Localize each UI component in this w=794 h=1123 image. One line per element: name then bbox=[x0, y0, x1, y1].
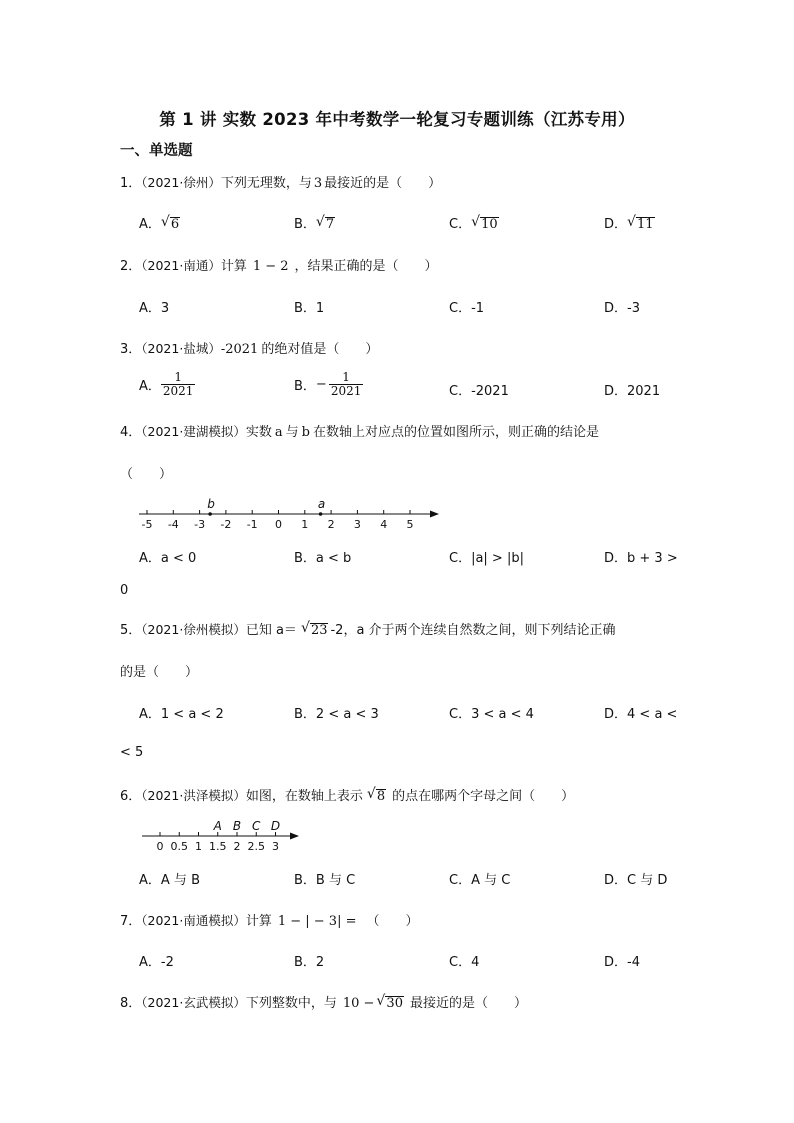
question-text: 与 bbox=[285, 425, 299, 440]
point-label-A: A bbox=[213, 819, 222, 833]
option-letter: B． bbox=[294, 301, 316, 316]
option-letter: C． bbox=[449, 955, 472, 970]
option-d[interactable] bbox=[604, 297, 640, 316]
option-letter: A． bbox=[139, 217, 161, 232]
option-letter: B． bbox=[294, 707, 316, 722]
tick-label: -3 bbox=[194, 518, 206, 531]
option-letter: D． bbox=[604, 707, 628, 722]
option-value: B 与 C bbox=[315, 873, 356, 888]
tick-label: 2 bbox=[327, 518, 335, 531]
option-value: a < 0 bbox=[160, 551, 197, 566]
option-value: A 与 B bbox=[160, 873, 200, 888]
option-letter: A． bbox=[139, 955, 161, 970]
question-source: （2021·洪泽模拟） bbox=[141, 788, 246, 803]
option-letter: A． bbox=[139, 551, 161, 566]
tick-label: 2.5 bbox=[247, 840, 265, 853]
question-4-stem bbox=[120, 421, 599, 440]
radical-sign-icon: √ bbox=[366, 786, 376, 802]
question-6-stem bbox=[120, 785, 574, 805]
option-d-wrap: 0 bbox=[120, 583, 129, 598]
point-label-D: D bbox=[270, 819, 281, 833]
fraction-denominator: 2021 bbox=[162, 384, 194, 399]
fraction bbox=[329, 371, 364, 398]
option-a[interactable] bbox=[139, 213, 180, 233]
section-heading: 一、单选题 bbox=[120, 143, 193, 159]
point-label-a: a bbox=[317, 497, 326, 511]
math-expression: 1 − | − 3| = bbox=[277, 914, 357, 929]
option-letter: D． bbox=[604, 384, 628, 399]
question-number: 3． bbox=[120, 342, 142, 357]
question-5-stem bbox=[120, 619, 616, 639]
option-b[interactable] bbox=[294, 547, 351, 566]
sqrt-expression bbox=[471, 214, 499, 233]
question-4-continuation: （ ） bbox=[120, 467, 173, 482]
option-d[interactable] bbox=[604, 869, 667, 888]
question-text: ，结果正确的是（ ） bbox=[294, 259, 438, 274]
option-value: C 与 D bbox=[627, 873, 668, 888]
option-value: 2021 bbox=[627, 384, 661, 399]
option-letter: A． bbox=[139, 301, 161, 316]
number-line-q6 bbox=[138, 814, 318, 856]
option-letter: D． bbox=[604, 873, 628, 888]
question-number: 1． bbox=[120, 176, 142, 191]
radicand: 7 bbox=[325, 217, 335, 232]
option-value: 2 < a < 3 bbox=[315, 707, 379, 722]
question-text: 计算 bbox=[220, 259, 247, 274]
option-d[interactable] bbox=[604, 213, 655, 233]
question-number: 7． bbox=[120, 914, 142, 929]
option-letter: D． bbox=[604, 301, 628, 316]
option-value: 1 bbox=[315, 301, 325, 316]
question-text: 最接近的是（ ） bbox=[409, 996, 527, 1011]
question-7-stem bbox=[120, 910, 419, 929]
sqrt-expression bbox=[366, 786, 386, 805]
math-expression: -2021 bbox=[220, 342, 259, 357]
radical-sign-icon: √ bbox=[627, 214, 636, 230]
question-text: 已知 a＝ bbox=[245, 623, 297, 638]
option-d[interactable] bbox=[604, 380, 660, 399]
question-2-stem bbox=[120, 255, 438, 274]
option-d[interactable] bbox=[604, 703, 677, 722]
axis-arrow-icon bbox=[290, 833, 299, 840]
option-a[interactable] bbox=[139, 869, 200, 888]
option-value: 2 bbox=[315, 955, 325, 970]
tick-label: 4 bbox=[380, 518, 388, 531]
sqrt-expression bbox=[376, 993, 404, 1012]
tick-label: 1.5 bbox=[209, 840, 227, 853]
option-value: -2021 bbox=[471, 384, 509, 399]
option-letter: C． bbox=[449, 873, 472, 888]
option-d[interactable] bbox=[604, 547, 678, 566]
minus-sign: − bbox=[315, 377, 327, 393]
option-value: A 与 C bbox=[471, 873, 511, 888]
question-text: -2，a 介于两个连续自然数之间，则下列结论正确 bbox=[330, 623, 616, 638]
option-c[interactable] bbox=[449, 951, 479, 970]
math-expression: 3 bbox=[313, 176, 323, 191]
point-label-b: b bbox=[207, 497, 215, 511]
page-title: 第 1 讲 实数 2023 年中考数学一轮复习专题训练（江苏专用） bbox=[159, 110, 635, 129]
option-c[interactable] bbox=[449, 703, 534, 722]
point-b bbox=[208, 512, 212, 516]
option-b[interactable] bbox=[294, 951, 324, 970]
radicand: 23 bbox=[310, 623, 328, 638]
option-b[interactable] bbox=[294, 869, 355, 888]
option-letter: C． bbox=[449, 301, 472, 316]
number-line-q4 bbox=[135, 492, 455, 532]
tick-label: 5 bbox=[406, 518, 414, 531]
option-value: 3 < a < 4 bbox=[471, 707, 534, 722]
question-text: 计算 bbox=[245, 914, 272, 929]
option-value: -1 bbox=[471, 301, 485, 316]
option-b[interactable] bbox=[294, 213, 335, 233]
option-a[interactable] bbox=[139, 951, 174, 970]
sqrt-expression bbox=[160, 214, 180, 233]
option-letter: C． bbox=[449, 384, 472, 399]
fraction-numerator: 1 bbox=[329, 371, 364, 385]
option-letter: B． bbox=[294, 217, 316, 232]
option-b[interactable] bbox=[294, 297, 324, 316]
question-text: （ ） bbox=[366, 914, 419, 929]
question-number: 2． bbox=[120, 259, 142, 274]
question-1-stem bbox=[120, 172, 441, 191]
question-text: 最接近的是（ ） bbox=[324, 176, 442, 191]
option-value: b + 3 > bbox=[627, 551, 678, 566]
option-letter: C． bbox=[449, 551, 472, 566]
question-text: 的点在哪两个字母之间（ ） bbox=[392, 789, 575, 804]
option-a[interactable] bbox=[139, 547, 196, 566]
option-value: -4 bbox=[627, 955, 640, 970]
question-text: 下列整数中，与 bbox=[245, 996, 337, 1011]
question-text: 的绝对值是（ ） bbox=[261, 342, 379, 357]
option-d-wrap: < 5 bbox=[120, 745, 144, 760]
option-value: 4 bbox=[471, 955, 480, 970]
fraction-denominator: 2021 bbox=[330, 384, 362, 399]
question-source: （2021·南通） bbox=[141, 258, 221, 273]
option-a[interactable] bbox=[139, 371, 195, 398]
radicand: 11 bbox=[637, 217, 654, 232]
question-text: 在数轴上对应点的位置如图所示，则正确的结论是 bbox=[312, 425, 599, 440]
question-number: 8． bbox=[120, 996, 142, 1011]
question-text: 下列无理数，与 bbox=[220, 176, 312, 191]
point-a bbox=[319, 512, 323, 516]
option-letter: B． bbox=[294, 873, 316, 888]
option-letter: D． bbox=[604, 217, 628, 232]
fraction bbox=[161, 371, 196, 398]
tick-label: 3 bbox=[353, 518, 361, 531]
sqrt-expression bbox=[627, 214, 655, 233]
option-letter: C． bbox=[449, 707, 472, 722]
axis-arrow-icon bbox=[430, 511, 439, 518]
option-a[interactable] bbox=[139, 703, 224, 722]
radicand: 10 bbox=[481, 217, 498, 232]
point-label-C: C bbox=[252, 819, 261, 833]
question-number: 5． bbox=[120, 623, 142, 638]
radical-sign-icon: √ bbox=[300, 620, 310, 636]
option-value: 3 bbox=[160, 301, 170, 316]
question-text: 如图，在数轴上表示 bbox=[245, 789, 363, 804]
option-letter: B． bbox=[294, 551, 316, 566]
option-a[interactable] bbox=[139, 297, 169, 316]
option-b[interactable] bbox=[294, 703, 379, 722]
tick-label: -5 bbox=[141, 518, 153, 531]
option-d[interactable] bbox=[604, 951, 640, 970]
question-source: （2021·盐城） bbox=[141, 341, 221, 356]
option-value: |a| > |b| bbox=[471, 551, 524, 566]
option-b[interactable] bbox=[294, 371, 363, 398]
tick-label: 3 bbox=[272, 840, 279, 853]
tick-label: -2 bbox=[220, 518, 232, 531]
math-expression: 10 − bbox=[342, 996, 375, 1011]
radicand: 30 bbox=[386, 996, 403, 1011]
question-source: （2021·建湖模拟） bbox=[141, 424, 246, 439]
option-c[interactable] bbox=[449, 297, 484, 316]
question-source: （2021·徐州模拟） bbox=[141, 622, 246, 637]
question-5-continuation: 的是（ ） bbox=[120, 665, 199, 680]
variable-a: a bbox=[274, 425, 283, 440]
option-letter: C． bbox=[449, 217, 472, 232]
fraction-numerator: 1 bbox=[161, 371, 196, 385]
question-text: 实数 bbox=[245, 425, 272, 440]
point-label-B: B bbox=[232, 819, 242, 833]
option-c[interactable] bbox=[449, 547, 524, 566]
question-number: 6． bbox=[120, 789, 142, 804]
radical-sign-icon: √ bbox=[376, 993, 386, 1009]
option-c[interactable] bbox=[449, 213, 499, 233]
option-letter: B． bbox=[294, 955, 316, 970]
option-letter: D． bbox=[604, 955, 628, 970]
option-c[interactable] bbox=[449, 380, 509, 399]
option-letter: A． bbox=[139, 707, 161, 722]
radical-sign-icon: √ bbox=[471, 214, 480, 230]
sqrt-expression bbox=[300, 620, 329, 639]
tick-label: 1 bbox=[195, 840, 202, 853]
option-letter: D． bbox=[604, 551, 628, 566]
option-letter: A． bbox=[139, 873, 161, 888]
sqrt-expression bbox=[315, 214, 335, 233]
option-letter: A． bbox=[139, 379, 161, 395]
tick-label: 1 bbox=[301, 518, 309, 531]
question-source: （2021·玄武模拟） bbox=[141, 995, 246, 1010]
question-number: 4． bbox=[120, 425, 142, 440]
tick-label: -4 bbox=[167, 518, 179, 531]
option-value: 4 < a < bbox=[627, 707, 678, 722]
question-source: （2021·徐州） bbox=[141, 175, 221, 190]
radical-sign-icon: √ bbox=[160, 214, 170, 230]
option-value: 1 < a < 2 bbox=[160, 707, 224, 722]
variable-b: b bbox=[301, 425, 310, 440]
radicand: 8 bbox=[376, 789, 386, 804]
radicand: 6 bbox=[170, 217, 180, 232]
tick-label: -1 bbox=[246, 518, 258, 531]
question-8-stem bbox=[120, 992, 527, 1012]
tick-label: 2 bbox=[233, 840, 241, 853]
tick-label: 0.5 bbox=[170, 840, 188, 853]
tick-label: 0 bbox=[275, 518, 282, 531]
option-value: a < b bbox=[315, 551, 352, 566]
question-source: （2021·南通模拟） bbox=[141, 913, 246, 928]
option-value: -2 bbox=[160, 955, 174, 970]
tick-label: 0 bbox=[156, 840, 164, 853]
radical-sign-icon: √ bbox=[315, 214, 325, 230]
question-3-stem bbox=[120, 338, 378, 357]
option-value: -3 bbox=[627, 301, 640, 316]
option-c[interactable] bbox=[449, 869, 510, 888]
math-expression: 1 − 2 bbox=[252, 259, 289, 274]
option-letter: B． bbox=[294, 379, 316, 395]
